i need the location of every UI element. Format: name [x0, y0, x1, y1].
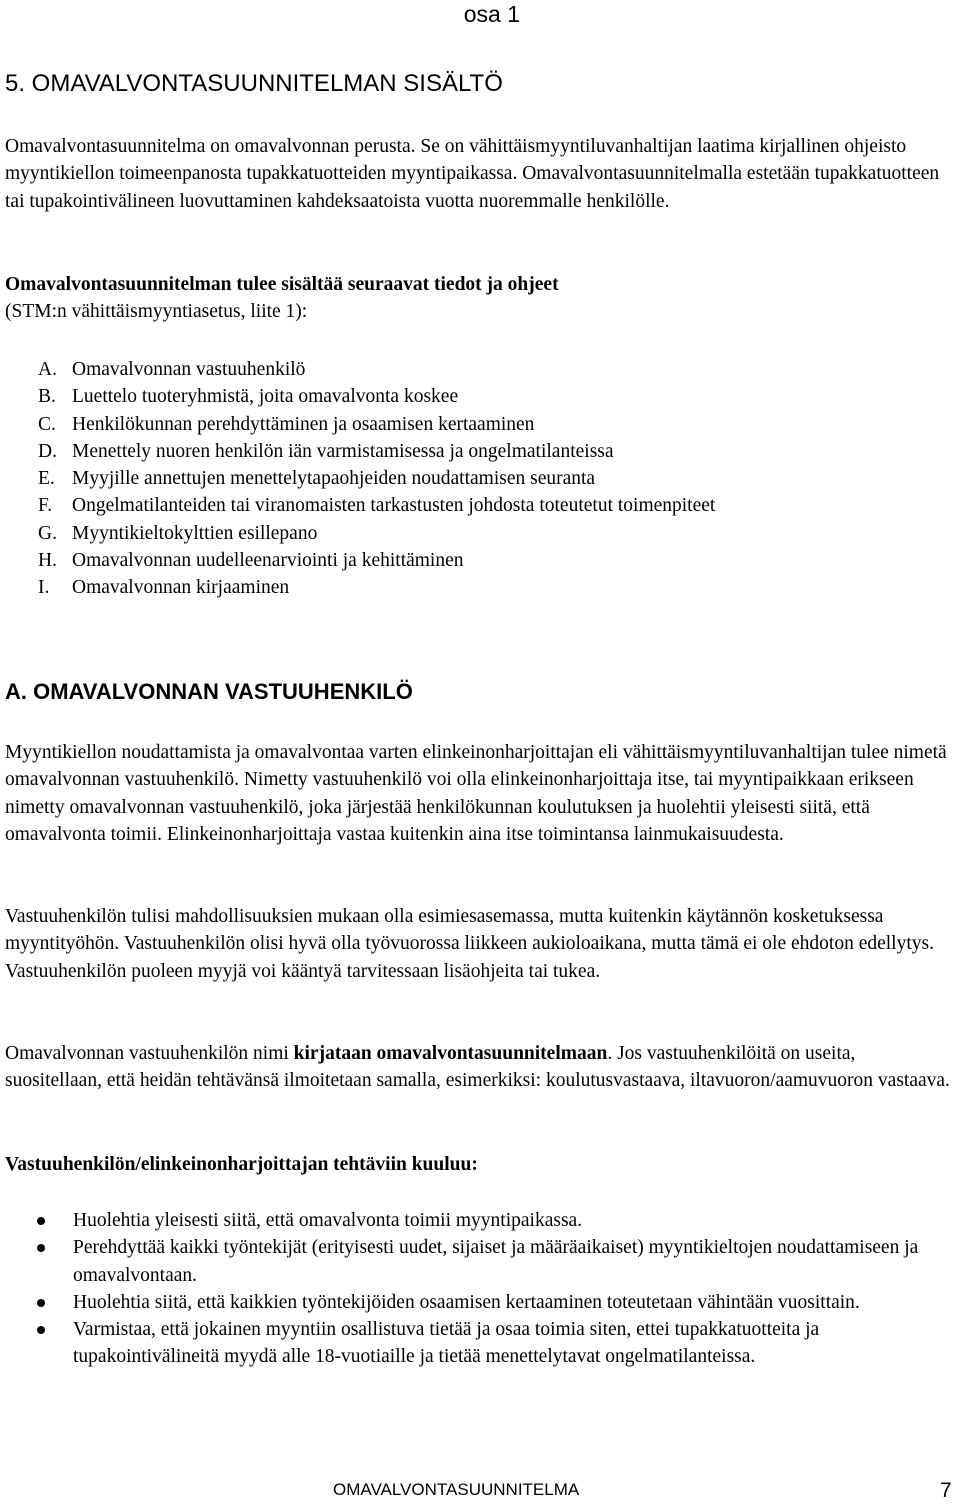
main-heading: 5. OMAVALVONTASUUNNITELMAN SISÄLTÖ — [5, 70, 503, 97]
list-item-text: Perehdyttää kaikki työntekijät (erityisesti uudet, sijaiset ja määräaikaiset) myyntikieltojen noudattamiseen ja omavalvontaan. — [73, 1237, 919, 1286]
section-a-paragraph-1: Myyntikiellon noudattamista ja omavalvontaa varten elinkeinonharjoittajan eli vähittäismyyntiluvanhaltijan tulee nimetä omavalvonnan vastuuhenkilö. Nimetty vastuuhenkilö voi olla elinkeinonharjoittaja itse, tai myyntipaikkaan erikseen nimetty omavalvonnan vastuuhenkilö, joka järjestää henkilökunnan koulutuksen ja huolehtii yleisesti siitä, että omavalvonta toimii. Elinkeinonharjoittaja vastaa kuitenkin aina itse toimintansa lainmukaisuudesta. — [5, 742, 947, 845]
footer-label: OMAVALVONTASUUNNITELMA — [333, 1480, 580, 1499]
list-item — [0, 1234, 933, 1289]
list-item — [0, 1289, 933, 1316]
list-item-text: Ongelmatilanteiden tai viranomaisten tarkastusten johdosta toteutetut toimenpiteet — [72, 495, 716, 517]
contents-list — [38, 356, 715, 602]
duties-list — [0, 1207, 960, 1371]
list-item-text: Myyjille annettujen menettelytapaohjeiden noudattamisen seuranta — [72, 468, 596, 490]
list-item-letter: A. — [38, 359, 57, 380]
bullet-icon — [37, 1326, 45, 1334]
paragraph-3-end: . Jos vastuuhenkilöitä on useita, suositellaan, että heidän tehtävänsä ilmoitetaan samalla, esimerkiksi: koulutusvastaava, iltavuoron/aamuvuoron vastaava. — [5, 1043, 950, 1092]
list-item-text: Omavalvonnan vastuuhenkilö — [72, 359, 306, 380]
list-item — [0, 1316, 933, 1371]
page-header-part: osa 1 — [463, 1, 520, 27]
list-item-letter: D. — [38, 440, 57, 462]
section-a-paragraph-2: Vastuuhenkilön tulisi mahdollisuuksien mukaan olla esimiesasemassa, mutta kuitenkin käytännön kosketuksessa myyntityöhön. Vastuuhenkilön olisi hyvä olla työvuorossa liikkeen aukioloaikana, mutta tämä ei ole ehdoton edellytys. Vastuuhenkilön puoleen myyjä voi kääntyä tarvitessaan lisäohjeita tai tukea. — [5, 906, 934, 982]
list-item-text: Luettelo tuoteryhmistä, joita omavalvonta koskee — [72, 386, 459, 408]
list-item — [38, 356, 715, 383]
list-item — [38, 383, 715, 410]
bullet-icon — [37, 1299, 45, 1307]
list-item — [38, 411, 715, 438]
paragraph-3-start: Omavalvonnan vastuuhenkilön nimi — [5, 1043, 294, 1064]
list-item-letter: I. — [38, 577, 50, 599]
section-a-heading: A. OMAVALVONNAN VASTUUHENKILÖ — [5, 679, 413, 704]
bullet-icon — [37, 1217, 45, 1225]
intro-requirements-paragraph — [5, 271, 955, 326]
list-item-text: Henkilökunnan perehdyttäminen ja osaamisen kertaaminen — [72, 413, 535, 435]
list-item-letter: F. — [38, 495, 53, 517]
list-item-text: Myyntikieltokylttien esillepano — [72, 522, 318, 544]
intro-paragraph: Omavalvontasuunnitelma on omavalvonnan perusta. Se on vähittäismyyntiluvanhaltijan laatima kirjallinen ohjeisto myyntikiellon toimeenpanosta tupakkatuotteiden myyntipaikassa. Omavalvontasuunnitelmalla estetään tupakkatuotteen tai tupakointivälineen luovuttaminen kahdeksaatoista vuotta nuoremmalle henkilölle. — [5, 136, 940, 212]
list-item-text: Omavalvonnan uudelleenarviointi ja kehittäminen — [72, 550, 464, 572]
list-item-text: Omavalvonnan kirjaaminen — [72, 577, 290, 599]
list-item-text: Menettely nuoren henkilön iän varmistamisessa ja ongelmatilanteissa — [72, 440, 614, 462]
list-item — [0, 1207, 933, 1234]
bullet-icon — [37, 1244, 45, 1252]
list-item-text: Varmistaa, että jokainen myyntiin osallistuva tietää ja osaa toimia siten, ettei tupakkatuotteita ja tupakointivälineitä myydä alle 18-vuotiaille ja tietää menettelytavat ongelmatilanteissa. — [73, 1319, 820, 1368]
list-item-letter: E. — [38, 468, 55, 490]
list-item — [38, 547, 715, 574]
list-item — [38, 520, 715, 547]
paragraph-3-emphasis: kirjataan omavalvontasuunnitelmaan — [293, 1043, 608, 1064]
list-item-text: Huolehtia yleisesti siitä, että omavalvonta toimii myyntipaikassa. — [73, 1210, 583, 1231]
list-item-letter: H. — [38, 550, 57, 572]
list-item — [38, 574, 715, 601]
list-item — [38, 465, 715, 492]
page-number: 7 — [940, 1479, 952, 1502]
list-item — [38, 438, 715, 465]
list-item-text: Huolehtia siitä, että kaikkien työntekijöiden osaamisen kertaaminen toteutetaan vähintään vuosittain. — [73, 1291, 860, 1313]
duties-heading: Vastuuhenkilön/elinkeinonharjoittajan tehtäviin kuuluu: — [5, 1154, 478, 1175]
list-item-letter: G. — [38, 522, 57, 544]
section-a-paragraph-3 — [5, 1040, 955, 1095]
list-item-letter: C. — [38, 413, 56, 435]
requirements-lead: Omavalvontasuunnitelman tulee sisältää seuraavat tiedot ja ohjeet — [5, 274, 559, 295]
list-item-letter: B. — [38, 386, 56, 408]
requirements-source: (STM:n vähittäismyyntiasetus, liite 1): — [5, 301, 308, 323]
list-item — [38, 492, 715, 519]
